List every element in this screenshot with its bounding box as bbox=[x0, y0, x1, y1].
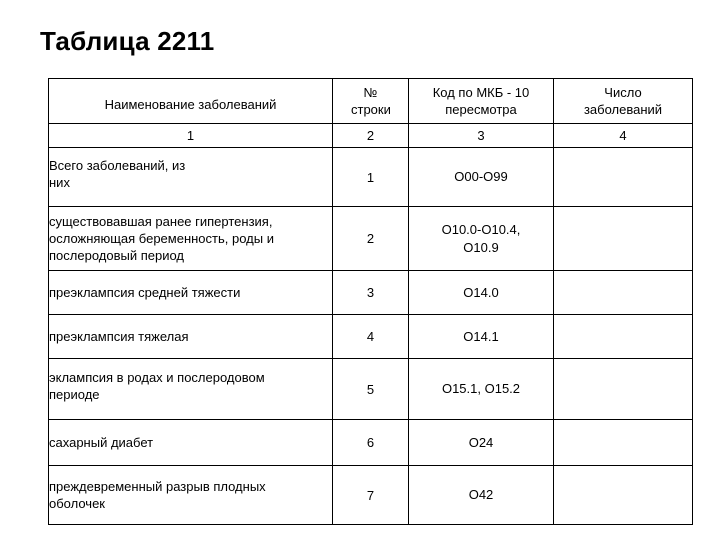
table-row bbox=[49, 359, 693, 420]
row-icd-code: O24 bbox=[409, 420, 554, 466]
row-name bbox=[49, 148, 333, 207]
page-title: Таблица 2211 bbox=[40, 26, 215, 56]
row-name bbox=[49, 466, 333, 525]
row-name-text: эклампсия в родах и послеродовом периоде bbox=[49, 370, 265, 402]
table-row bbox=[49, 466, 693, 525]
header-count-label: Число заболеваний bbox=[583, 85, 663, 117]
header-name bbox=[49, 79, 333, 124]
column-number: 4 bbox=[554, 124, 693, 148]
table-row bbox=[49, 315, 693, 359]
header-row-no-label: № строки bbox=[351, 85, 391, 117]
row-number: 2 bbox=[333, 207, 409, 271]
table-row bbox=[49, 148, 693, 207]
row-count bbox=[554, 466, 693, 525]
row-name-text: существовавшая ранее гипертензия, осложняющая беременность, роды и послеродовый период bbox=[49, 214, 274, 263]
row-name: сахарный диабет bbox=[49, 420, 333, 466]
row-icd-code: O15.1, O15.2 bbox=[409, 359, 554, 420]
row-count bbox=[554, 359, 693, 420]
column-number: 2 bbox=[333, 124, 409, 148]
row-name bbox=[49, 207, 333, 271]
row-icd-code: O42 bbox=[409, 466, 554, 525]
row-count bbox=[554, 271, 693, 315]
row-number: 4 bbox=[333, 315, 409, 359]
row-number: 1 bbox=[333, 148, 409, 207]
row-name: преэклампсия тяжелая bbox=[49, 315, 333, 359]
table-row bbox=[49, 207, 693, 271]
row-name-text: Всего заболеваний, из них bbox=[49, 158, 186, 190]
row-name bbox=[49, 359, 333, 420]
row-icd-code: O14.1 bbox=[409, 315, 554, 359]
header-icd-code bbox=[409, 79, 554, 124]
header-name-label: Наименование заболеваний bbox=[104, 96, 277, 112]
row-icd-code: O00-O99 bbox=[409, 148, 554, 207]
row-count bbox=[554, 148, 693, 207]
row-number: 5 bbox=[333, 359, 409, 420]
disease-table bbox=[48, 78, 693, 525]
row-number: 7 bbox=[333, 466, 409, 525]
header-count bbox=[554, 79, 693, 124]
row-count bbox=[554, 207, 693, 271]
row-icd-code-text: O10.0-O10.4, O10.9 bbox=[441, 221, 521, 255]
row-icd-code bbox=[409, 207, 554, 271]
row-name-text: преждевременный разрыв плодных оболочек bbox=[49, 479, 266, 511]
row-number: 3 bbox=[333, 271, 409, 315]
column-number: 1 bbox=[49, 124, 333, 148]
row-count bbox=[554, 315, 693, 359]
column-number: 3 bbox=[409, 124, 554, 148]
header-row-no bbox=[333, 79, 409, 124]
table-row bbox=[49, 420, 693, 466]
row-number: 6 bbox=[333, 420, 409, 466]
row-count bbox=[554, 420, 693, 466]
row-name: преэклампсия средней тяжести bbox=[49, 271, 333, 315]
row-icd-code: O14.0 bbox=[409, 271, 554, 315]
table-header-row bbox=[49, 79, 693, 124]
header-icd-code-label: Код по МКБ - 10 пересмотра bbox=[432, 85, 530, 117]
table-row bbox=[49, 271, 693, 315]
column-number-row bbox=[49, 124, 693, 148]
